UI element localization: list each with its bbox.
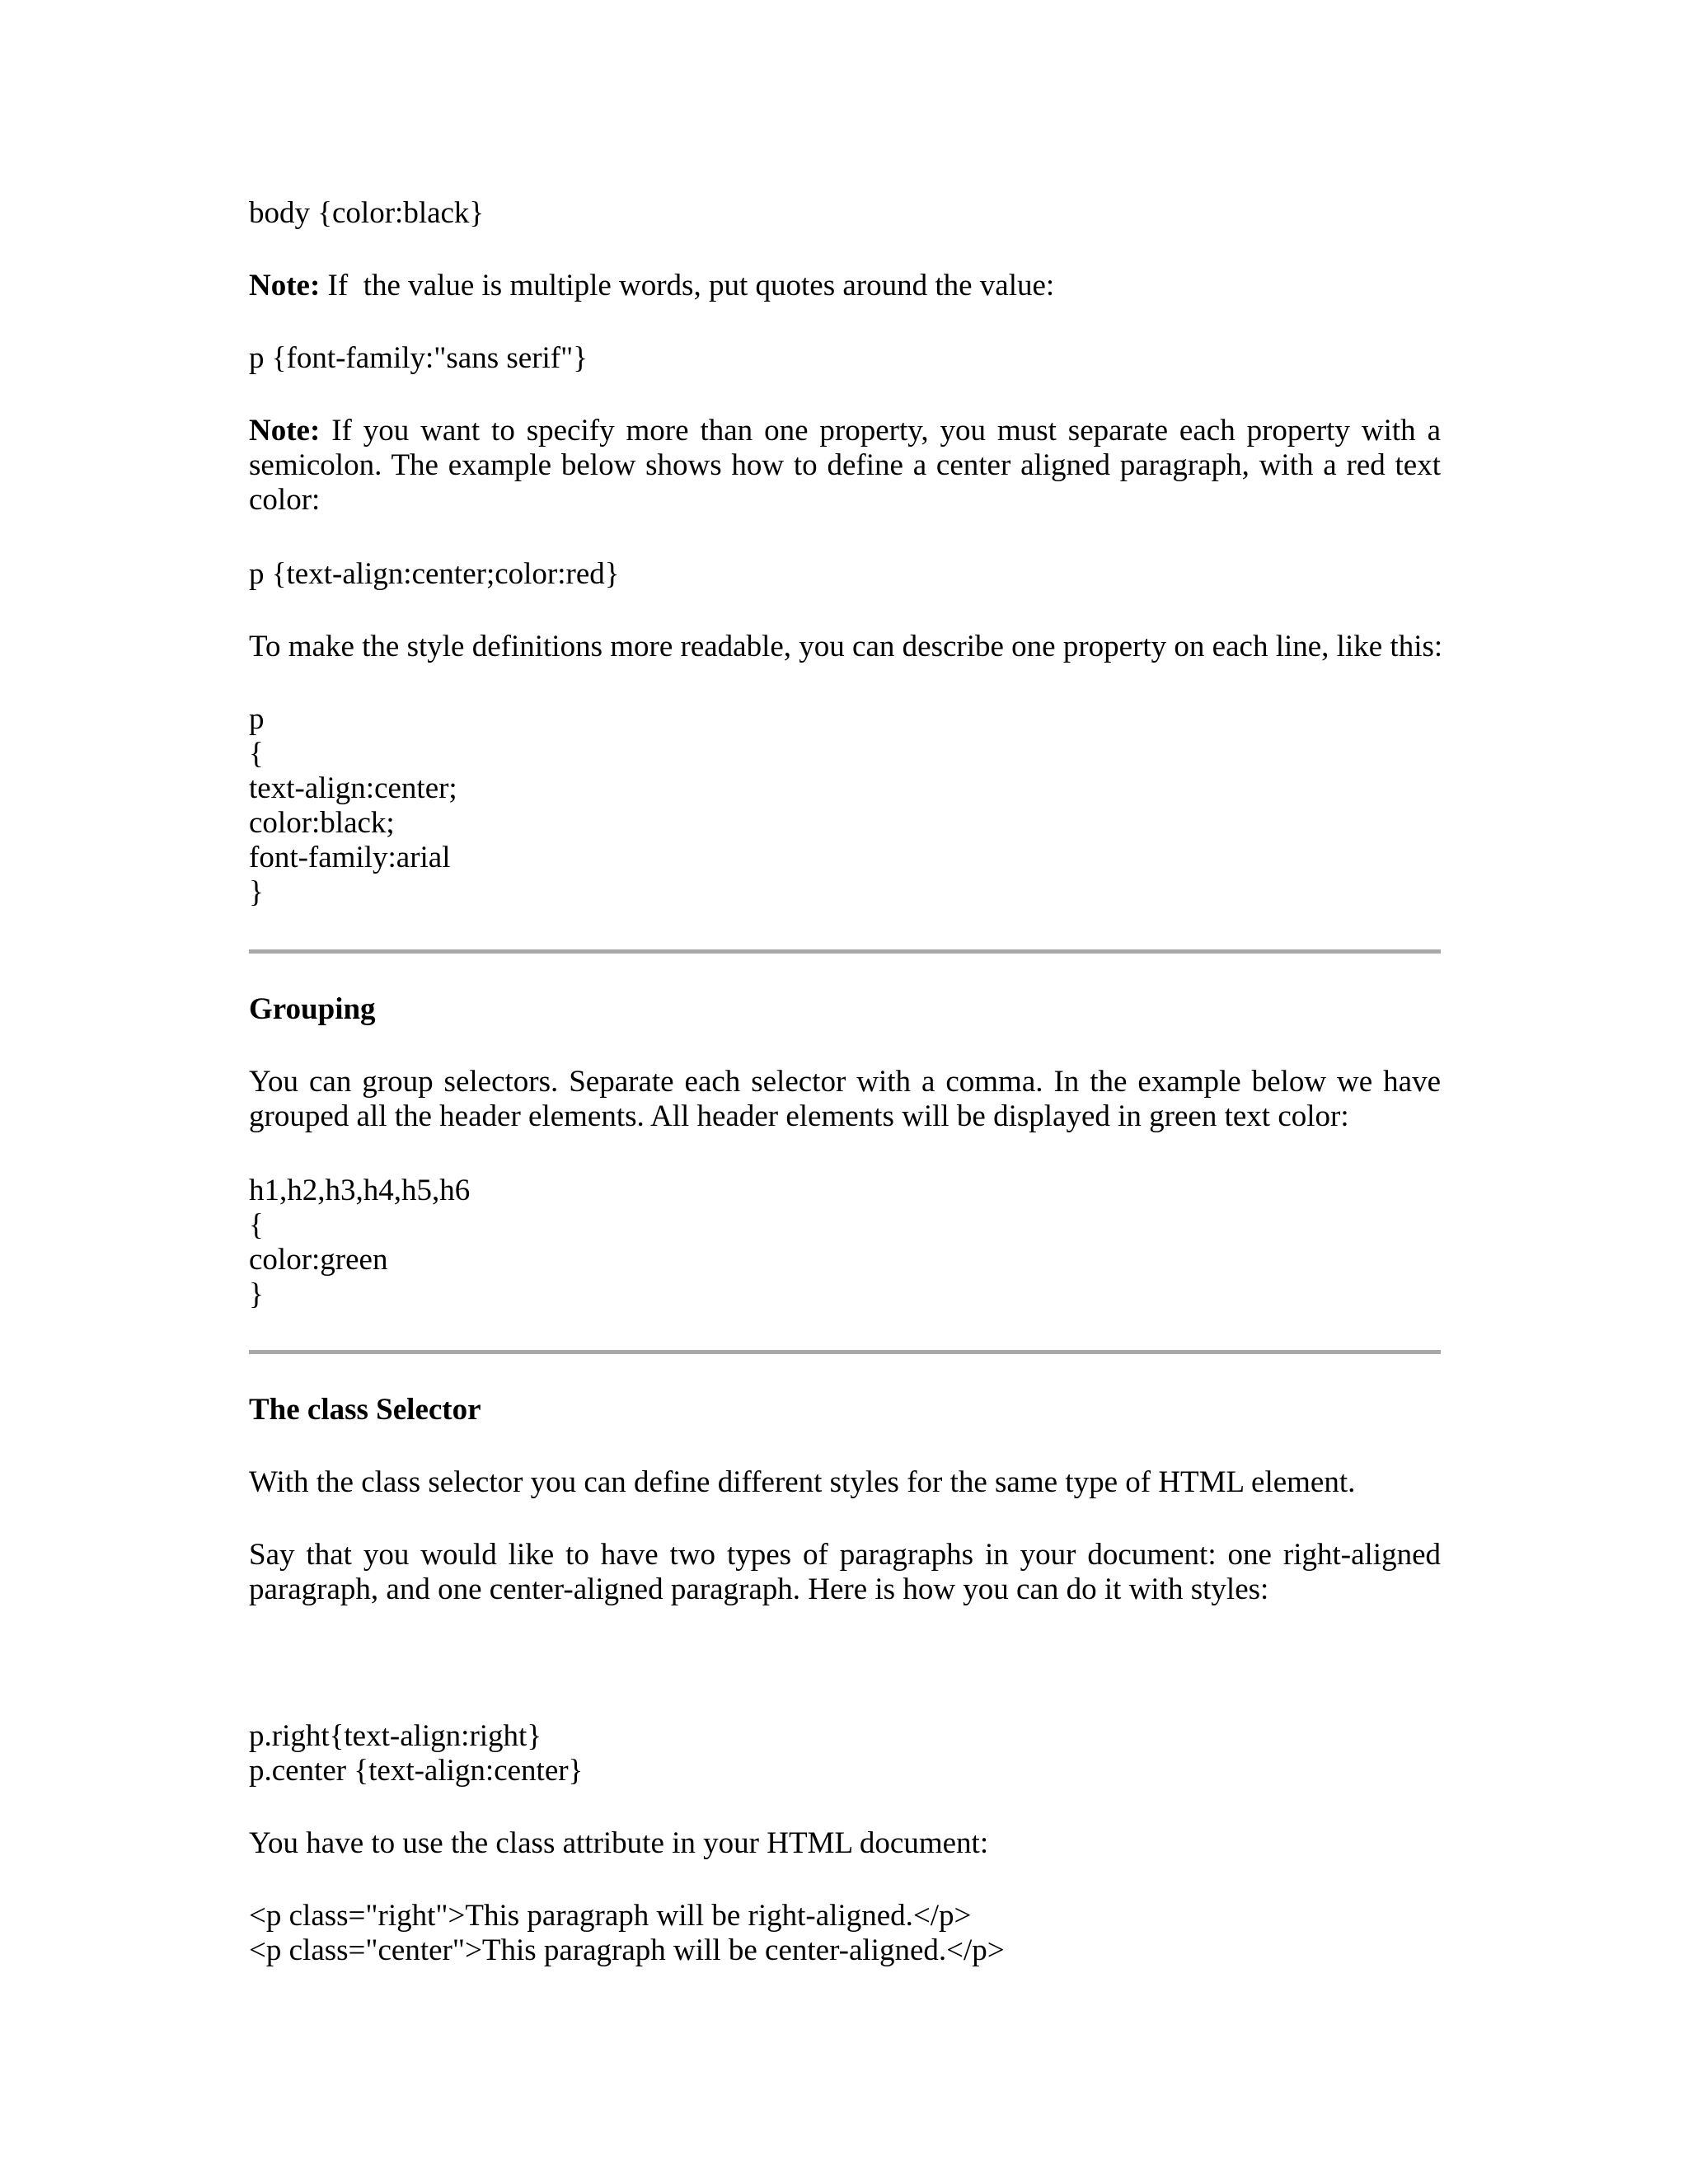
code-line: h1,h2,h3,h4,h5,h6 <box>249 1174 471 1207</box>
grouping-heading: Grouping <box>249 992 376 1026</box>
code-font-family: p {font-family:"sans serif"} <box>249 341 588 375</box>
note-text: If the value is multiple words, put quotes around the value: <box>320 269 1055 302</box>
note-label: Note: <box>249 269 321 302</box>
section-divider <box>249 1350 1441 1354</box>
class-attribute-paragraph: You have to use the class attribute in your HTML document: <box>249 1826 989 1860</box>
code-line: text-align:center; <box>249 771 457 805</box>
class-selector-paragraph: Say that you would like to have two types of paragraphs in your document: one right-aligned paragraph, and one center-aligned paragraph. Here is how you can do it with styles: <box>249 1538 1441 1606</box>
note-text: If you want to specify more than one property, you must separate each property with a semicolon. The example below shows how to define a center aligned paragraph, with a red text color: <box>249 414 1441 517</box>
code-line: } <box>249 875 264 909</box>
readable-paragraph: To make the style definitions more readable, you can describe one property on each line, like this: <box>249 630 1443 663</box>
code-line: p.right{text-align:right} <box>249 1719 542 1753</box>
code-line: p.center {text-align:center} <box>249 1754 584 1788</box>
code-line: p <box>249 702 265 736</box>
note-label: Note: <box>249 414 321 448</box>
class-selector-heading: The class Selector <box>249 1393 481 1427</box>
code-line: font-family:arial <box>249 841 451 874</box>
code-line: color:green <box>249 1243 388 1277</box>
section-divider <box>249 949 1441 954</box>
code-line: { <box>249 1208 264 1242</box>
code-line: } <box>249 1277 264 1311</box>
code-text-align-red: p {text-align:center;color:red} <box>249 557 620 591</box>
grouping-paragraph: You can group selectors. Separate each selector with a comma. In the example below we have grouped all the header elements. All header elements will be displayed in green text color: <box>249 1065 1441 1133</box>
class-selector-intro: With the class selector you can define different styles for the same type of HTML element. <box>249 1465 1356 1499</box>
code-line: <p class="center">This paragraph will be center-aligned.</p> <box>249 1933 1005 1967</box>
code-line: { <box>249 737 264 771</box>
code-line: <p class="right">This paragraph will be right-aligned.</p> <box>249 1899 972 1933</box>
note-multiple-words <box>249 269 1054 303</box>
code-line: color:black; <box>249 806 395 840</box>
code-body-color: body {color:black} <box>249 196 485 230</box>
note-multiple-properties <box>249 414 1441 518</box>
